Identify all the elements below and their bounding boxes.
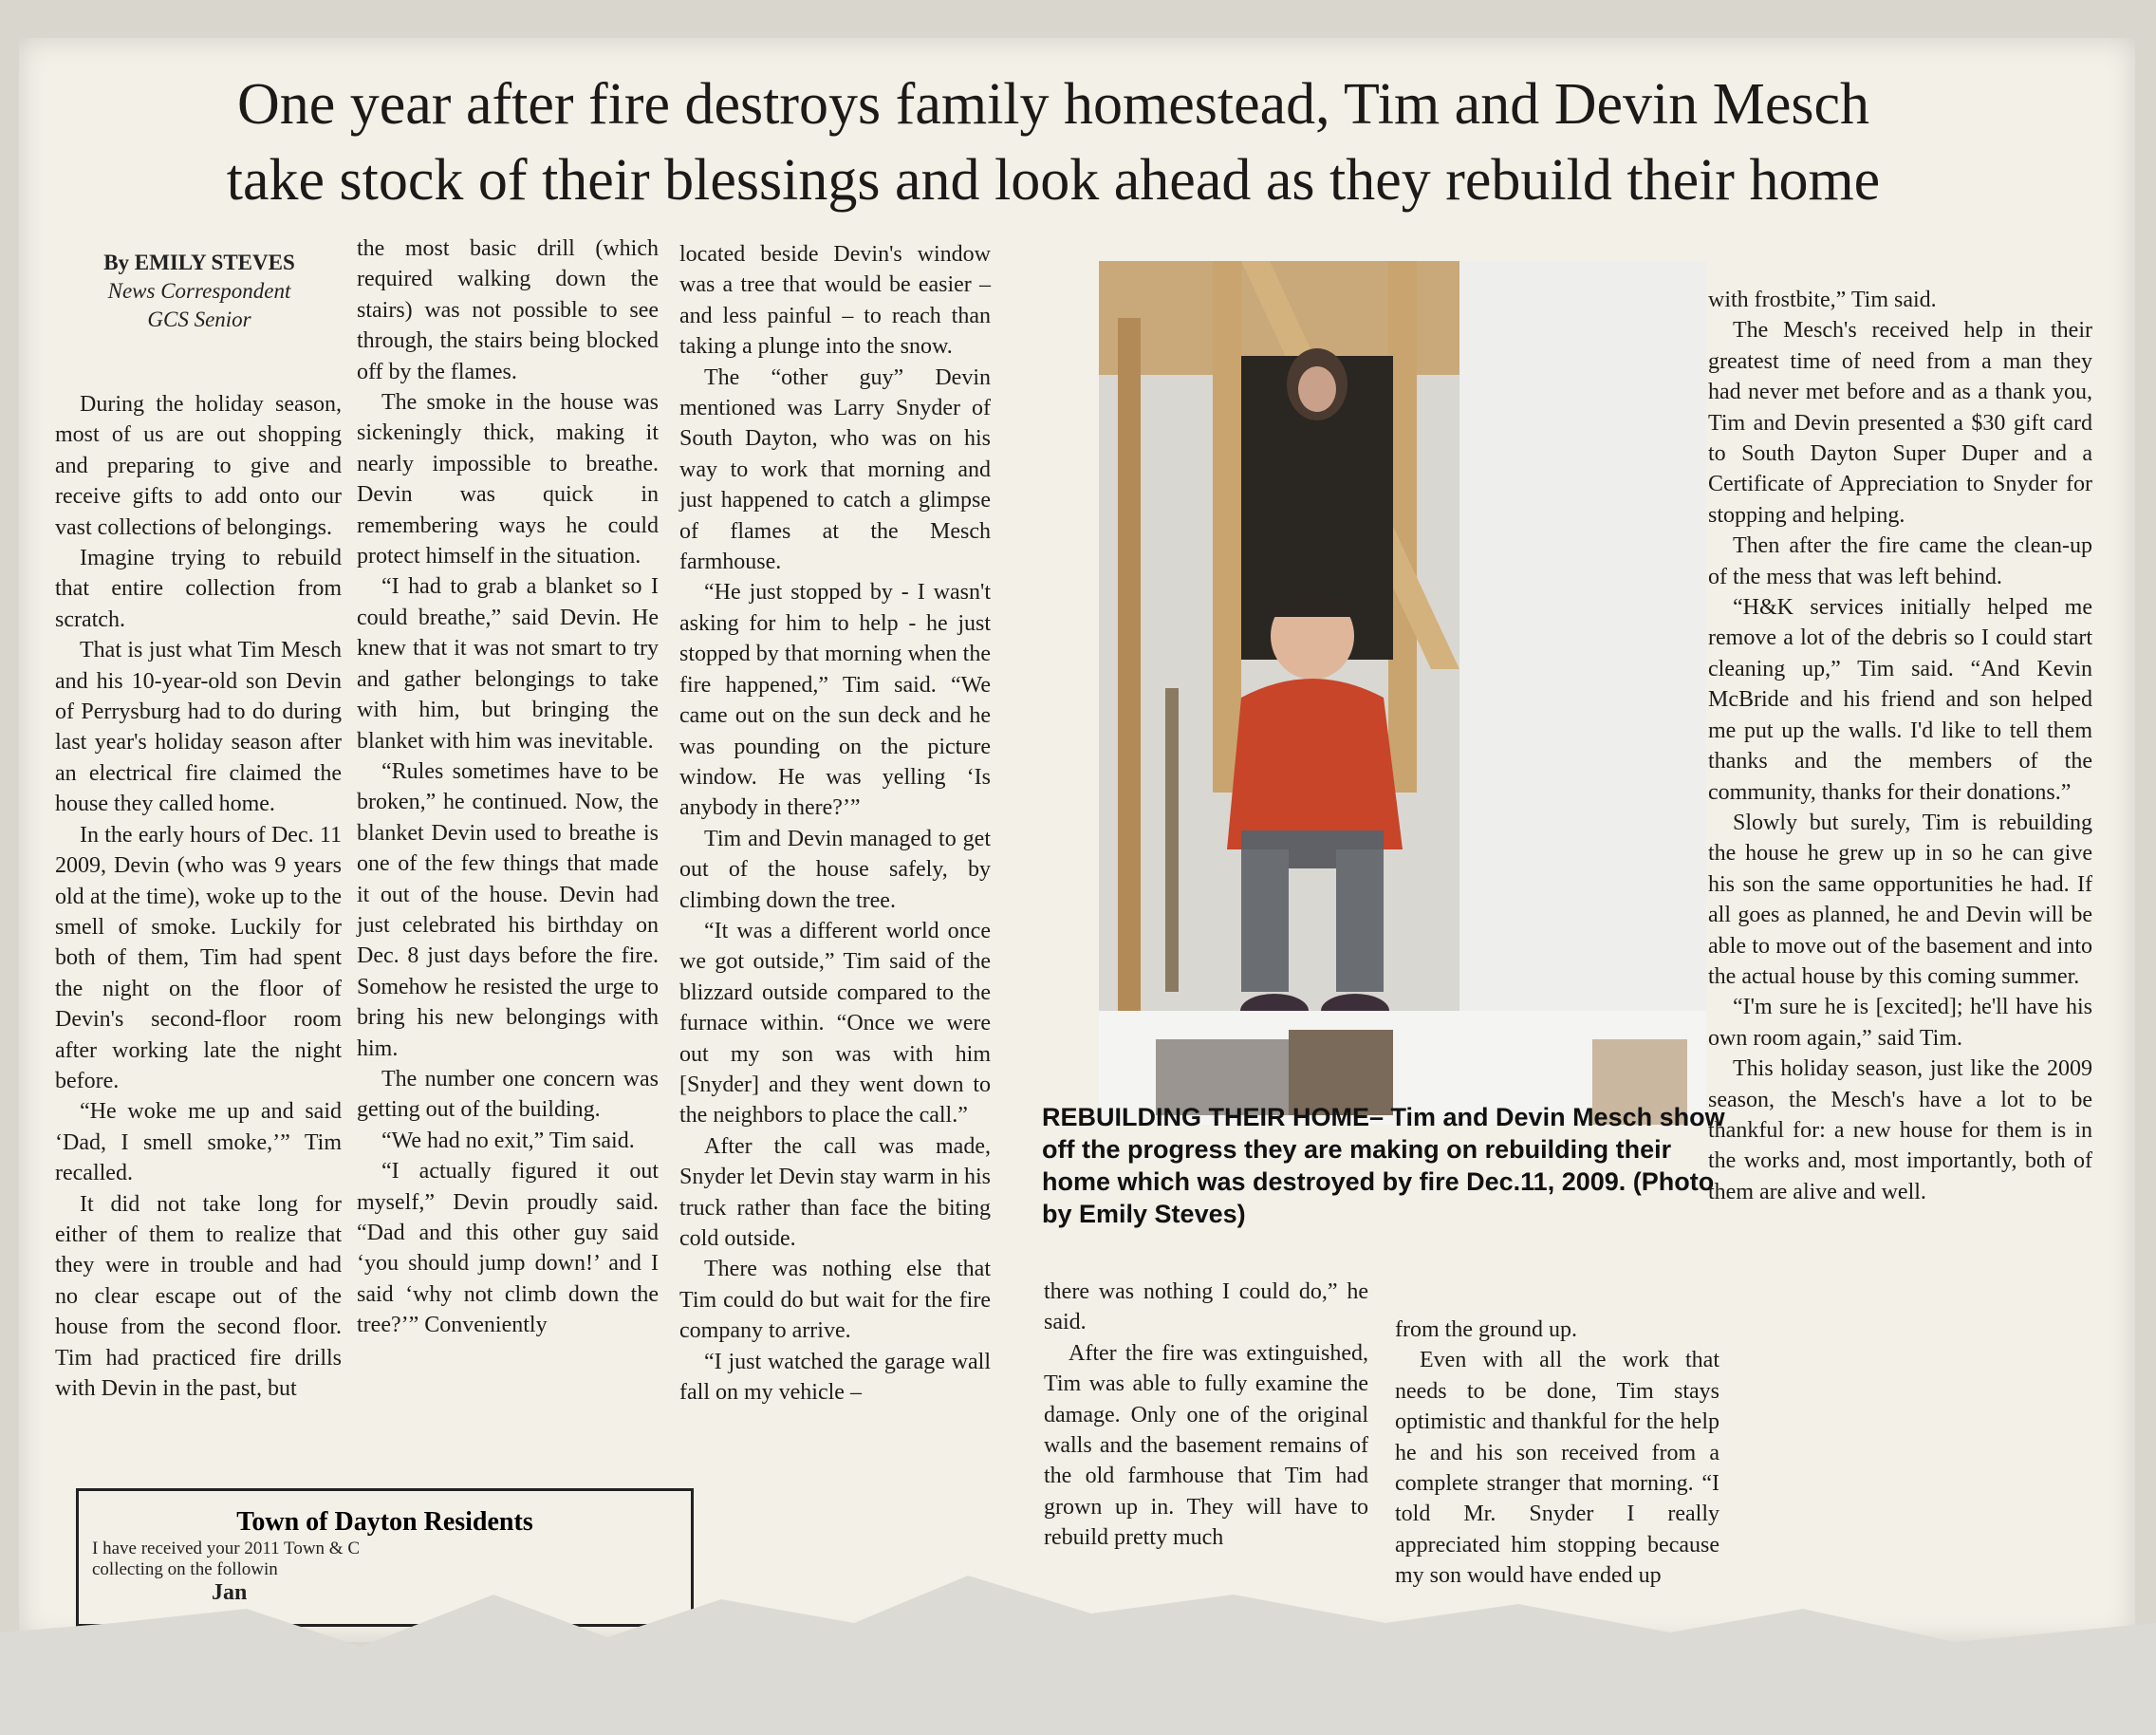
notice-line: I have received your 2011 Town & C <box>92 1539 361 1558</box>
paragraph: It did not take long for either of them to realize that they were in trouble and had no clear escape out of the house from the second floor. Tim had practiced fire drills with Devin in the past, but <box>55 1191 342 1401</box>
author-name: By EMILY STEVES <box>103 251 295 274</box>
headline <box>133 66 1974 218</box>
paragraph: There was nothing else that Tim could do but wait for the fire company to arrive. <box>679 1257 991 1344</box>
article-column-4 <box>1044 1277 1368 1554</box>
paragraph: During the holiday season, most of us are out shopping and preparing to give and receive gifts to add onto our vast collections of belongings. <box>55 392 342 540</box>
headline-line-2: take stock of their blessings and look ahead as they rebuild their home <box>226 148 1881 213</box>
photo-caption: REBUILDING THEIR HOME– Tim and Devin Mesch show off the progress they are making on rebuilding their home which was destroyed by fire Dec.11, 2009. (Photo by Emily Steves) <box>1042 1103 1725 1228</box>
notice-line: Jan <box>212 1580 248 1605</box>
paragraph: Tim and Devin managed to get out of the house safely, by climbing down the tree. <box>679 826 991 913</box>
paragraph: “I just watched the garage wall fall on my vehicle – <box>679 1349 991 1406</box>
notice-line: collecting on the followin <box>92 1559 278 1579</box>
paragraph: with frostbite,” Tim said. <box>1708 288 1937 312</box>
paragraph: Imagine trying to rebuild that entire collection from scratch. <box>55 546 342 632</box>
paragraph: “I'm sure he is [excited]; he'll have his own room again,” said Tim. <box>1708 995 2092 1051</box>
paragraph: “It was a different world once we got outside,” Tim said of the blizzard outside compared to the furnace within. “Once we were out my son was with him [Snyder] and they went down to the neighbors to place the call.” <box>679 918 991 1129</box>
photo-tim-and-devin <box>1099 261 1706 1125</box>
paragraph: “He woke me up and said ‘Dad, I smell smoke,’” Tim recalled. <box>55 1099 342 1186</box>
paragraph: In the early hours of Dec. 11 2009, Devin (who was 9 years old at the time), woke up to the smell of smoke. Luckily for both of them, Tim had spent the night on the floor of Devin's second-floor room after working late the night before. <box>55 822 342 1093</box>
paragraph: “We had no exit,” Tim said. <box>381 1128 635 1153</box>
photo-illustration <box>1099 261 1706 1125</box>
headline-line-1: One year after fire destroys family homestead, Tim and Devin Mesch <box>236 72 1870 137</box>
article-column-2 <box>357 233 659 1341</box>
article-column-6 <box>1708 285 2092 1207</box>
paragraph: “I actually figured it out myself,” Devin proudly said. “Dad and this other guy said ‘you should jump down!’ and I said ‘why not climb down the tree?’” Conveniently <box>357 1159 659 1338</box>
paragraph: located beside Devin's window was a tree that would be easier – and less painful – to reach than taking a plunge into the snow. <box>679 242 991 360</box>
byline <box>57 249 342 334</box>
torn-edge <box>0 1557 2156 1735</box>
paragraph: After the fire was extinguished, Tim was able to fully examine the damage. Only one of the original walls and the basement remains of the old farmhouse that Tim had grown up in. They will have to rebuild pretty much <box>1044 1340 1368 1551</box>
paragraph: The smoke in the house was sickeningly thick, making it nearly impossible to breathe. Devin was quick in remembering ways he could protect himself in the situation. <box>357 390 659 569</box>
paragraph: there was nothing I could do,” he said. <box>1044 1279 1368 1335</box>
paragraph: “H&K services initially helped me remove a lot of the debris so I could start cleaning up,” Tim said. “And Kevin McBride and his friend and son helped me put up the walls. I'd like to tell them thanks and the members of the community, thanks for their donations.” <box>1708 595 2092 805</box>
paragraph: Even with all the work that needs to be done, Tim stays optimistic and thankful for the help he and his son received from a complete stranger that morning. “I told Mr. Snyder I really appreciated him stopping because my son would have ended up <box>1395 1348 1719 1589</box>
paragraph: This holiday season, just like the 2009 season, the Mesch's have a lot to be thankful for: a new house for them is in the works and, most importantly, both of them are alive and well. <box>1708 1056 2092 1204</box>
author-title: News Correspondent <box>107 279 291 303</box>
paragraph: Then after the fire came the clean-up of the mess that was left behind. <box>1708 533 2092 589</box>
paragraph: Slowly but surely, Tim is rebuilding the house he grew up in so he can give his son the same opportunities he had. If all goes as planned, he and Devin will be able to move out of the basement and into the actual house by this coming summer. <box>1708 810 2092 989</box>
paragraph: “He just stopped by - I wasn't asking for him to help - he just stopped by that morning when the fire happened,” Tim said. “We came out on the sun deck and he was pounding on the picture window. He was yelling ‘Is anybody in there?’” <box>679 580 991 821</box>
article-column-1 <box>55 389 342 1404</box>
paragraph: from the ground up. <box>1395 1317 1577 1342</box>
article-column-3 <box>679 239 991 1408</box>
paragraph: The “other guy” Devin mentioned was Larry Snyder of South Dayton, who was on his way to work that morning and just happened to catch a glimpse of flames at the Mesch farmhouse. <box>679 364 991 575</box>
paragraph: That is just what Tim Mesch and his 10-year-old son Devin of Perrysburg had to do during last year's holiday season after an electrical fire claimed the house they called home. <box>55 638 342 817</box>
paragraph: After the call was made, Snyder let Devin stay warm in his truck rather than face the biting cold outside. <box>679 1133 991 1251</box>
article-column-5 <box>1395 1315 1719 1592</box>
paragraph: The Mesch's received help in their greatest time of need from a man they had never met before and as a thank you, Tim and Devin presented a $30 gift card to South Dayton Super Duper and a Certificate of Appreciation to Snyder for stopping and helping. <box>1708 318 2092 528</box>
notice-title: Town of Dayton Residents <box>236 1507 533 1537</box>
paragraph: the most basic drill (which required walking down the stairs) was not possible to see through, the stairs being blocked off by the flames. <box>357 236 659 384</box>
author-school: GCS Senior <box>147 308 251 331</box>
paragraph: “Rules sometimes have to be broken,” he continued. Now, the blanket Devin used to breathe is one of the few things that made it out of the house. Devin had just celebrated his birthday on Dec. 8 just days before the fire. Somehow he resisted the urge to bring his new belongings with him. <box>357 758 659 1061</box>
paragraph: The number one concern was getting out of the building. <box>357 1066 659 1123</box>
paragraph: “I had to grab a blanket so I could breathe,” said Devin. He knew that it was not smart to try and gather belongings to take with him, but bringing the blanket with him was inevitable. <box>357 574 659 754</box>
